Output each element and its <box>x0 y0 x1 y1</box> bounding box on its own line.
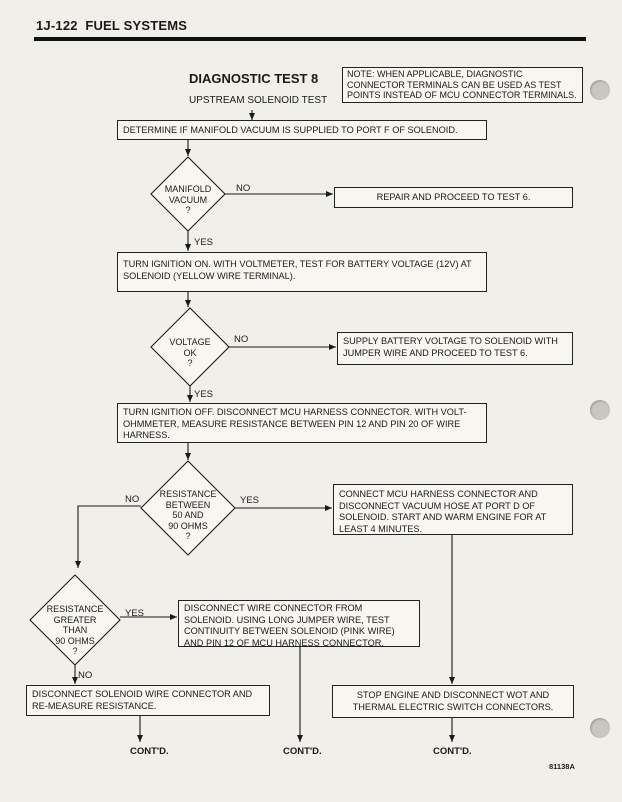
step-connect-mcu: CONNECT MCU HARNESS CONNECTOR AND DISCONNECT VACUUM HOSE AT PORT D OF SOLENOID. START AND WARM ENGINE FOR AT LEAST 4 MINUTES. <box>333 484 573 535</box>
step-remeasure: DISCONNECT SOLENOID WIRE CONNECTOR AND RE-MEASURE RESISTANCE. <box>26 685 270 716</box>
binder-hole-top <box>590 80 610 100</box>
step-stop-engine: STOP ENGINE AND DISCONNECT WOT AND THERMAL ELECTRIC SWITCH CONNECTORS. <box>332 685 574 718</box>
figure-code: 81138A <box>549 762 575 771</box>
step-ignition-on: TURN IGNITION ON. WITH VOLTMETER, TEST FOR BATTERY VOLTAGE (12V) AT SOLENOID (YELLOW WIRE TERMINAL). <box>117 252 487 292</box>
page-ref: 1J-122 <box>36 18 78 33</box>
decision-resistance-greater-90: RESISTANCE GREATER THAN 90 OHMS ? <box>46 604 104 656</box>
diagnostic-subtitle: UPSTREAM SOLENOID TEST <box>189 95 328 106</box>
step-determine-vacuum: DETERMINE IF MANIFOLD VACUUM IS SUPPLIED TO PORT F OF SOLENOID. <box>117 120 487 140</box>
step-disconnect-wire: DISCONNECT WIRE CONNECTOR FROM SOLENOID. USING LONG JUMPER WIRE, TEST CONTINUITY BETWEEN SOLENOID (PINK WIRE) AND PIN 12 OF MCU HARNESS CONNECTOR. <box>178 600 420 647</box>
step-ignition-off: TURN IGNITION OFF. DISCONNECT MCU HARNESS CONNECTOR. WITH VOLT-OHMMETER, MEASURE RESISTANCE BETWEEN PIN 12 AND PIN 20 OF WIRE HARNESS. <box>117 403 487 443</box>
binder-hole-middle <box>590 400 610 420</box>
section-title: FUEL SYSTEMS <box>85 18 188 33</box>
diagnostic-title: DIAGNOSTIC TEST 8 <box>189 71 319 86</box>
label-yes-greater: YES <box>125 608 145 619</box>
contd-left: CONT'D. <box>130 746 169 757</box>
label-yes-vacuum: YES <box>194 237 214 248</box>
label-no-vacuum: NO <box>236 183 251 194</box>
label-yes-resistance: YES <box>240 495 260 506</box>
note-box: NOTE: WHEN APPLICABLE, DIAGNOSTIC CONNECTOR TERMINALS CAN BE USED AS TEST POINTS INSTEAD OF MCU CONNECTOR TERMINALS. <box>342 67 583 103</box>
label-no-resistance: NO <box>125 494 140 505</box>
step-supply-voltage: SUPPLY BATTERY VOLTAGE TO SOLENOID WITH JUMPER WIRE AND PROCEED TO TEST 6. <box>337 332 573 365</box>
step-repair-test6: REPAIR AND PROCEED TO TEST 6. <box>334 187 573 208</box>
decision-voltage-ok: VOLTAGE OK ? <box>169 337 211 368</box>
decision-resistance-50-90: RESISTANCE BETWEEN 50 AND 90 OHMS ? <box>159 489 217 541</box>
label-no-voltage: NO <box>234 334 249 345</box>
contd-right: CONT'D. <box>433 746 472 757</box>
binder-hole-bottom <box>590 718 610 738</box>
label-no-greater: NO <box>78 670 93 681</box>
contd-middle: CONT'D. <box>283 746 322 757</box>
decision-manifold-vacuum: MANIFOLD VACUUM ? <box>164 184 212 215</box>
label-yes-voltage: YES <box>194 389 214 400</box>
